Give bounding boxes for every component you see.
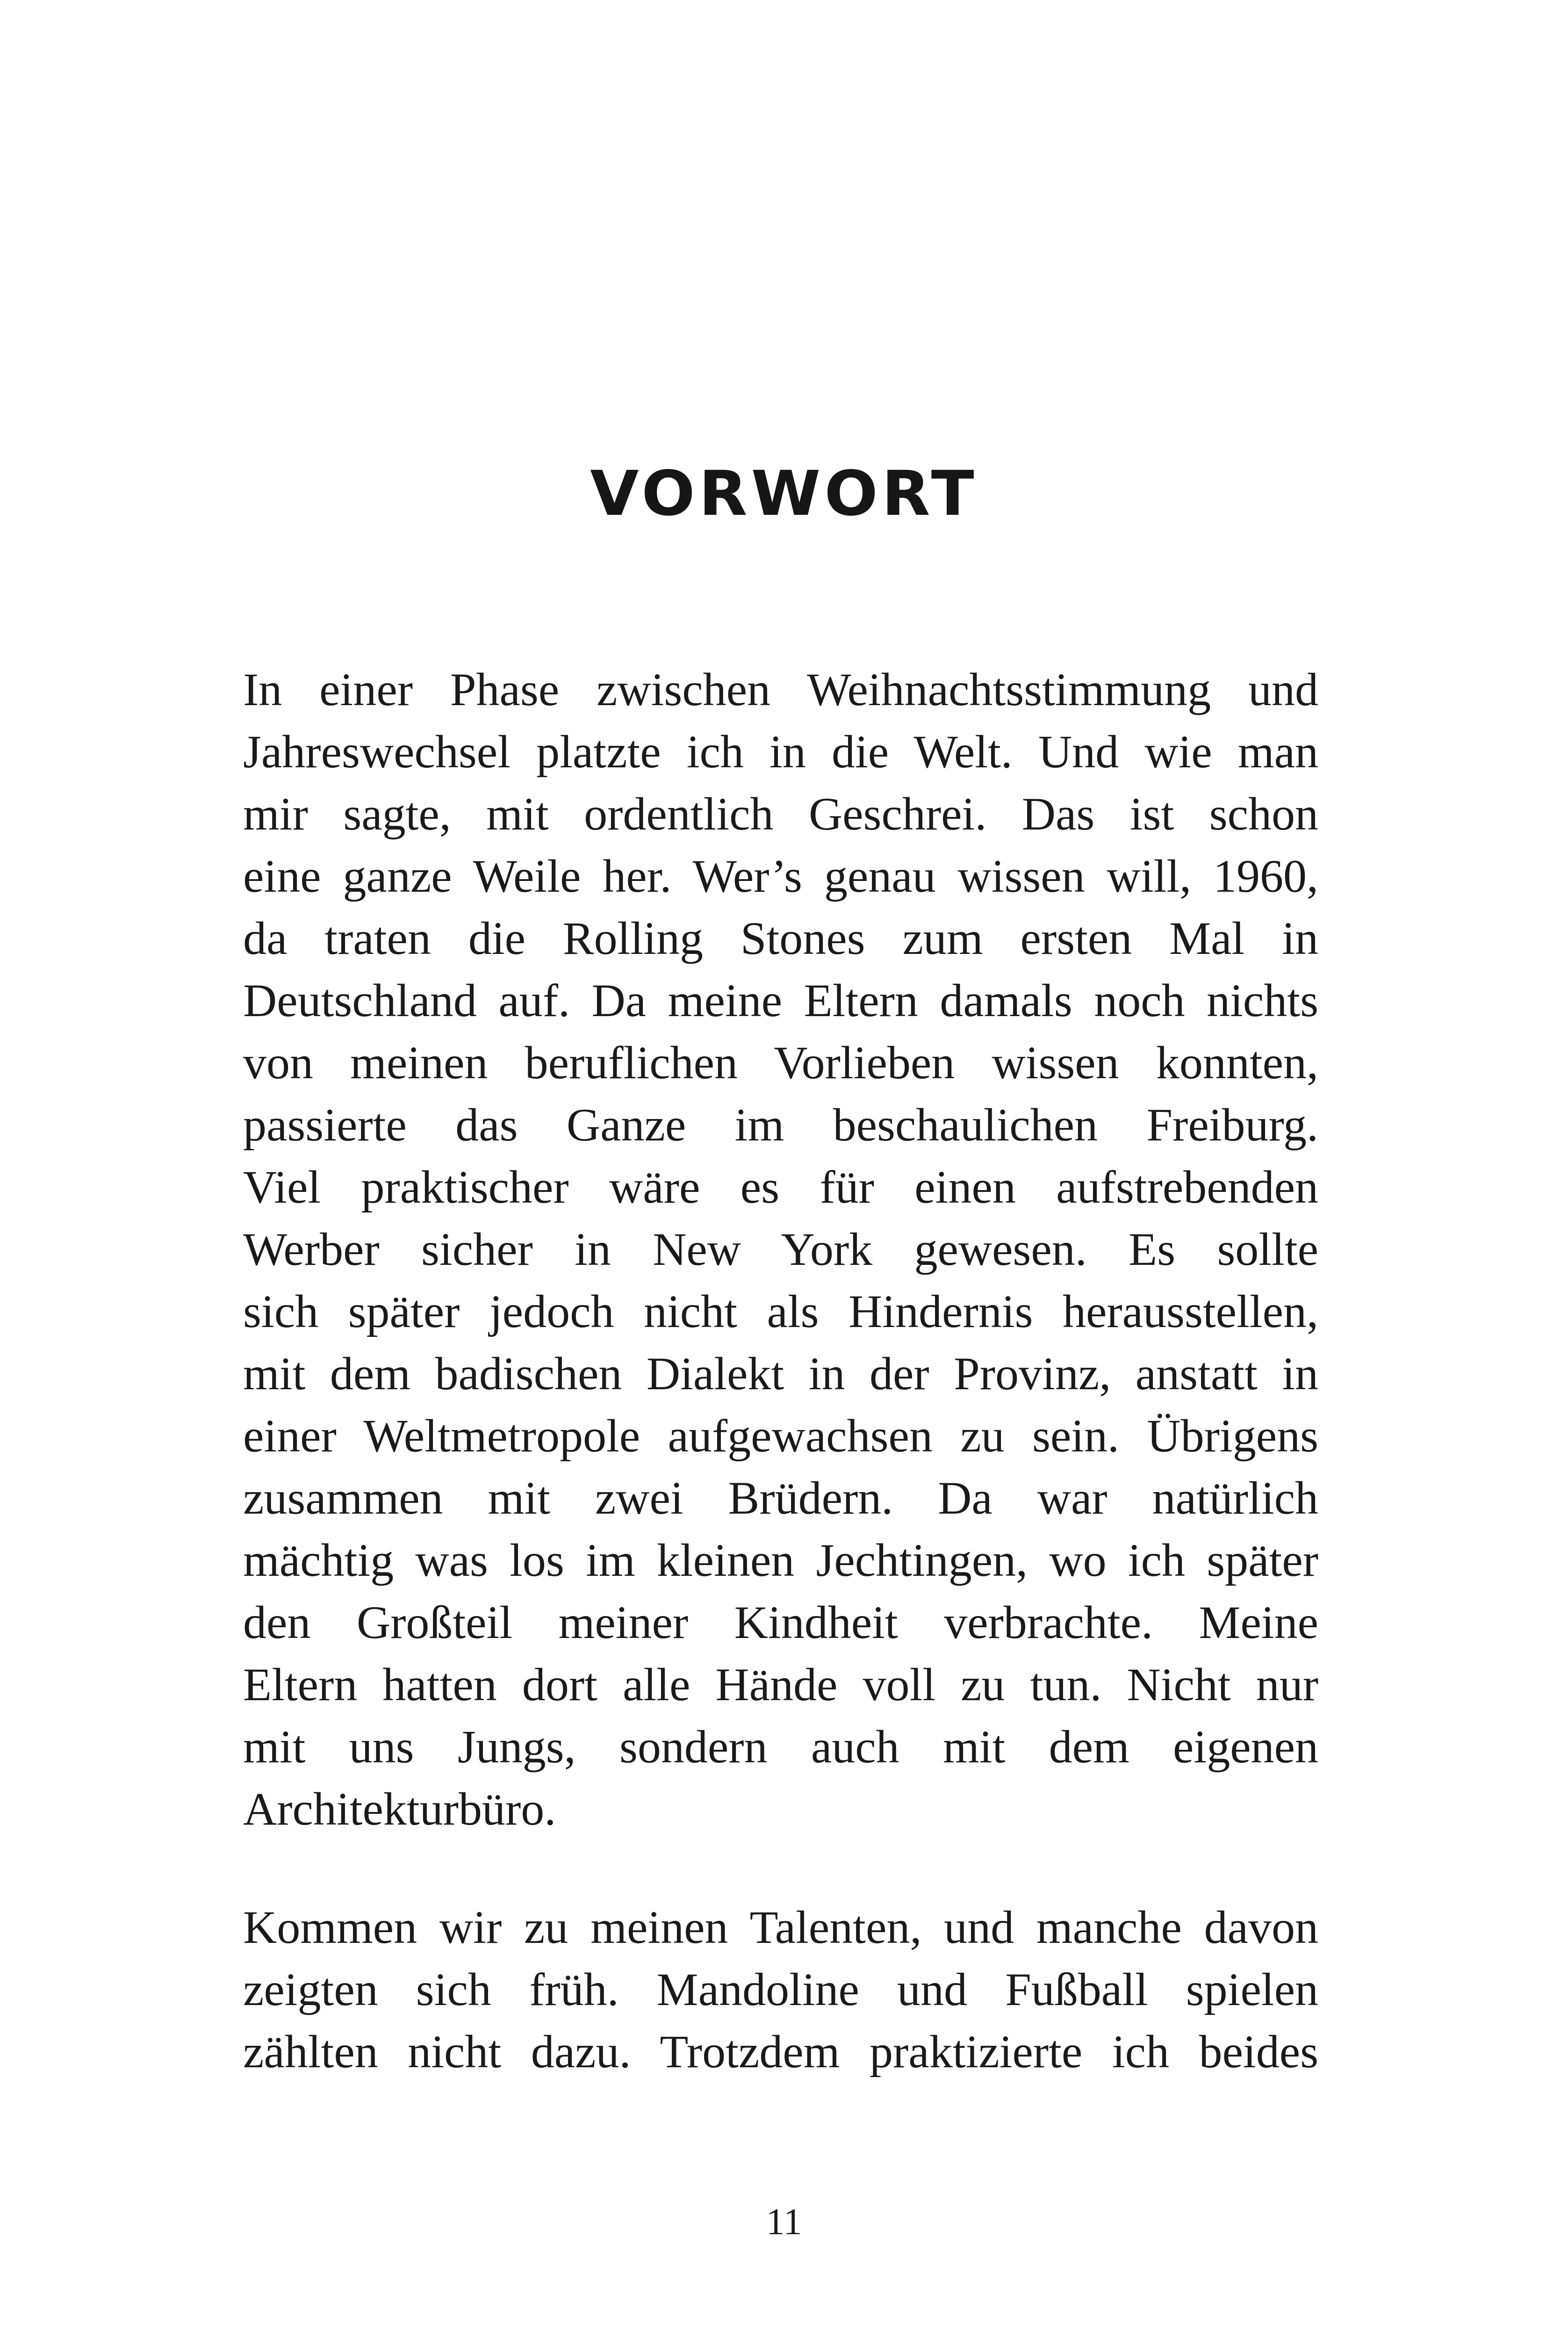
text-line: mächtig was los im kleinen Jechtingen, wo ich später xyxy=(243,1534,1318,1586)
text-line: zählten nicht dazu. Trotzdem praktizierte ich beides xyxy=(243,2026,1318,2078)
text-line: mir sagte, mit ordentlich Geschrei. Das ist schon xyxy=(243,788,1318,840)
text-line: Jahreswechsel platzte ich in die Welt. Und wie man xyxy=(243,726,1318,778)
text-line: den Großteil meiner Kindheit verbrachte. Meine xyxy=(243,1596,1318,1648)
text-line: zeigten sich früh. Mandoline und Fußball spielen xyxy=(243,1963,1318,2015)
text-line: zusammen mit zwei Brüdern. Da war natürlich xyxy=(243,1472,1318,1524)
text-line: da traten die Rolling Stones zum ersten Mal in xyxy=(243,912,1318,964)
paragraph-1 xyxy=(243,658,1318,1840)
text-line: passierte das Ganze im beschaulichen Freiburg. xyxy=(243,1099,1318,1151)
text-line: Werber sicher in New York gewesen. Es sollte xyxy=(243,1223,1318,1275)
text-line: Eltern hatten dort alle Hände voll zu tun. Nicht nur xyxy=(243,1659,1318,1710)
text-line: Viel praktischer wäre es für einen aufstrebenden xyxy=(243,1161,1318,1213)
text-line: In einer Phase zwischen Weihnachtsstimmung und xyxy=(243,664,1318,715)
text-line: mit uns Jungs, sondern auch mit dem eigenen xyxy=(243,1721,1318,1773)
text-line: eine ganze Weile her. Wer’s genau wissen will, 1960, xyxy=(243,850,1318,902)
text-line: mit dem badischen Dialekt in der Provinz, anstatt in xyxy=(243,1348,1318,1400)
chapter-title: VORWORT xyxy=(590,458,978,530)
text-line: sich später jedoch nicht als Hindernis herausstellen, xyxy=(243,1285,1318,1337)
text-line: einer Weltmetropole aufgewachsen zu sein. Übrigens xyxy=(243,1410,1318,1462)
text-line: Kommen wir zu meinen Talenten, und manche davon xyxy=(243,1901,1318,1953)
page-number: 11 xyxy=(766,2201,802,2243)
text-line: Deutschland auf. Da meine Eltern damals noch nichts xyxy=(243,974,1318,1026)
paragraph-2 xyxy=(243,1896,1318,2083)
text-line: von meinen beruflichen Vorlieben wissen konnten, xyxy=(243,1037,1318,1089)
text-line: Architekturbüro. xyxy=(243,1783,556,1835)
